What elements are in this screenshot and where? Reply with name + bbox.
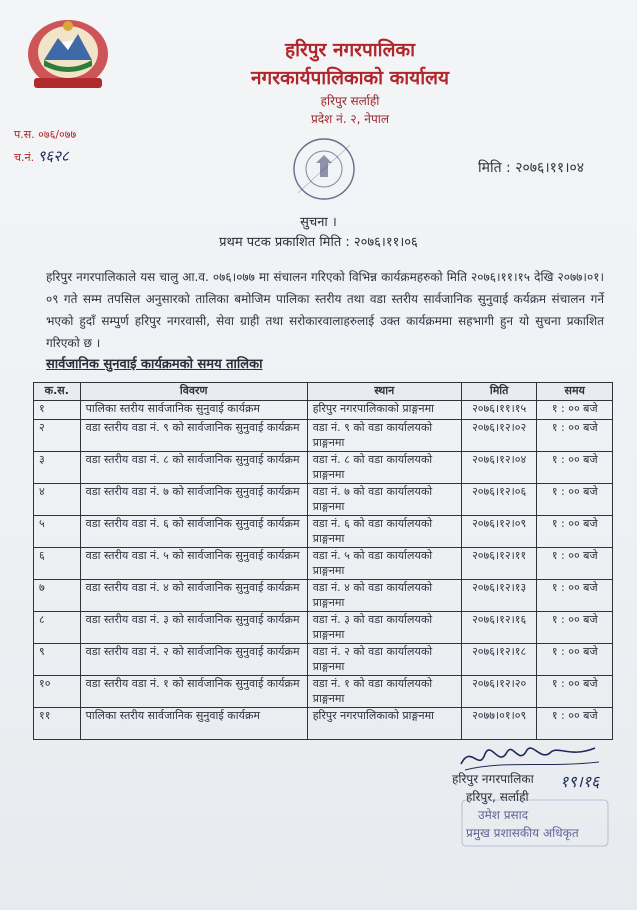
row-description: वडा स्तरीय वडा नं. २ को सार्वजानिक सुनुवाई कार्यक्रम [80, 644, 307, 676]
row-description: वडा स्तरीय वडा नं. ९ को सार्वजानिक सुनुवाई कार्यक्रम [80, 420, 307, 452]
table-row [34, 484, 613, 516]
handwritten-number: १९।१६ [560, 772, 600, 791]
row-description: वडा स्तरीय वडा नं. ५ को सार्वजानिक सुनुवाई कार्यक्रम [80, 548, 307, 580]
table-row [34, 644, 613, 676]
table-row [34, 612, 613, 644]
header-time: समय [537, 383, 613, 401]
office-name: नगरकार्यपालिकाको कार्यालय [250, 67, 450, 89]
signatory-location: हरिपुर, सर्लाही [466, 790, 529, 804]
dispatch-number: ९६२८ [37, 147, 69, 165]
officer-title-stamp: प्रमुख प्रशासकीय अधिकृत [466, 826, 579, 840]
row-description: वडा स्तरीय वडा नं. ३ को सार्वजानिक सुनुवाई कार्यक्रम [80, 612, 307, 644]
row-description: पालिका स्तरीय सार्वजानिक सुनुवाई कार्यक्रम [80, 708, 307, 740]
row-time: १ : ०० बजे [537, 580, 613, 612]
row-description: पालिका स्तरीय सार्वजानिक सुनुवाई कार्यक्रम [80, 401, 307, 420]
row-serial: ३ [34, 452, 81, 484]
row-time: १ : ०० बजे [537, 676, 613, 708]
row-time: १ : ०० बजे [537, 401, 613, 420]
row-date: २०७६।१२।१६ [461, 612, 537, 644]
issue-date: मिति : २०७६।११।०४ [478, 160, 585, 176]
header-place: स्थान [307, 383, 461, 401]
row-date: २०७६।१२।०९ [461, 516, 537, 548]
row-place: वडा नं. ६ को वडा कार्यालयको प्राङ्गनमा [307, 516, 461, 548]
row-place: हरिपुर नगरपालिकाको प्राङ्गनमा [307, 401, 461, 420]
row-description: वडा स्तरीय वडा नं. ४ को सार्वजानिक सुनुवाई कार्यक्रम [80, 580, 307, 612]
row-serial: २ [34, 420, 81, 452]
row-place: वडा नं. २ को वडा कार्यालयको प्राङ्गनमा [307, 644, 461, 676]
row-date: २०७७।०१।०९ [461, 708, 537, 740]
row-place: वडा नं. ५ को वडा कार्यालयको प्राङ्गनमा [307, 548, 461, 580]
table-row [34, 452, 613, 484]
header-date: मिति [461, 383, 537, 401]
province-line: प्रदेश नं. २, नेपाल [310, 112, 390, 126]
office-stamp-icon [278, 133, 370, 205]
row-time: १ : ०० बजे [537, 420, 613, 452]
fiscal-year-reference: प.स. ०७६/०७७ [14, 128, 77, 141]
row-date: २०७६।१२।१८ [461, 644, 537, 676]
schedule-table-title: सार्वजानिक सुनवाई कार्यक्रमको समय तालिका [46, 357, 263, 372]
row-time: १ : ०० बजे [537, 612, 613, 644]
dispatch-number-row [14, 146, 69, 166]
schedule-table [33, 382, 613, 740]
row-date: २०७६।१२।०२ [461, 420, 537, 452]
signatory-office: हरिपुर नगरपालिका [452, 772, 534, 786]
header-serial: क.स. [34, 383, 81, 401]
row-serial: ५ [34, 516, 81, 548]
row-place: वडा नं. ४ को वडा कार्यालयको प्राङ्गनमा [307, 580, 461, 612]
row-place: वडा नं. ७ को वडा कार्यालयको प्राङ्गनमा [307, 484, 461, 516]
municipality-name: हरिपुर नगरपालिका [284, 39, 415, 61]
row-time: १ : ०० बजे [537, 484, 613, 516]
row-date: २०७६।१२।०४ [461, 452, 537, 484]
row-place: वडा नं. ९ को वडा कार्यालयको प्राङ्गनमा [307, 420, 461, 452]
row-date: २०७६।१२।११ [461, 548, 537, 580]
table-row [34, 516, 613, 548]
table-row [34, 676, 613, 708]
table-header-row [34, 383, 613, 401]
row-serial: ८ [34, 612, 81, 644]
table-row [34, 401, 613, 420]
row-place: वडा नं. १ को वडा कार्यालयको प्राङ्गनमा [307, 676, 461, 708]
row-description: वडा स्तरीय वडा नं. ८ को सार्वजानिक सुनुवाई कार्यक्रम [80, 452, 307, 484]
notice-body: हरिपुर नगरपालिकाले यस चालु आ.व. ०७६।०७७ मा संचालन गरिएको विभिन्न कार्यक्रमहरुको मिति २०७६।११।१५ देखि २०७७।०१।०९ गते सम्म तपसिल अनुसारको तालिका बमोजिम पालिका स्तरीय तथा वडा स्तरीय सार्वजानिक सुनुवाई कर्यक्रम संचालन गर्ने भएको हुदाँ सम्पुर्ण हरिपुर नगरवासी, सेवा ग्राही तथा सरोकारवालाहरुलाई उक्त कार्यक्रममा सहभागी हुन यो सुचना प्रकाशित गरिएको छ । [46, 270, 604, 350]
row-serial: १० [34, 676, 81, 708]
row-date: २०७६।१२।१३ [461, 580, 537, 612]
first-published-date: प्रथम पटक प्रकाशित मिति : २०७६।११।०६ [219, 235, 418, 250]
row-serial: ६ [34, 548, 81, 580]
row-serial: ११ [34, 708, 81, 740]
row-place: वडा नं. ३ को वडा कार्यालयको प्राङ्गनमा [307, 612, 461, 644]
row-date: २०७६।१२।२० [461, 676, 537, 708]
row-time: १ : ०० बजे [537, 516, 613, 548]
row-serial: १ [34, 401, 81, 420]
row-time: १ : ०० बजे [537, 548, 613, 580]
table-row [34, 580, 613, 612]
row-place: वडा नं. ८ को वडा कार्यालयको प्राङ्गनमा [307, 452, 461, 484]
header-description: विवरण [80, 383, 307, 401]
row-time: १ : ०० बजे [537, 708, 613, 740]
office-location: हरिपुर सर्लाही [320, 94, 380, 108]
notice-title: सुचना । [300, 215, 337, 230]
row-time: १ : ०० बजे [537, 452, 613, 484]
row-date: २०७६।११।१५ [461, 401, 537, 420]
row-serial: ७ [34, 580, 81, 612]
row-description: वडा स्तरीय वडा नं. ६ को सार्वजानिक सुनुवाई कार्यक्रम [80, 516, 307, 548]
row-place: हरिपुर नगरपालिकाको प्राङ्गनमा [307, 708, 461, 740]
government-emblem-icon [22, 12, 114, 94]
row-description: वडा स्तरीय वडा नं. १ को सार्वजानिक सुनुवाई कार्यक्रम [80, 676, 307, 708]
table-row [34, 548, 613, 580]
row-description: वडा स्तरीय वडा नं. ७ को सार्वजानिक सुनुवाई कार्यक्रम [80, 484, 307, 516]
row-time: १ : ०० बजे [537, 644, 613, 676]
table-row [34, 420, 613, 452]
officer-name-stamp: उमेश प्रसाद [478, 808, 529, 822]
dispatch-label: च.नं. [14, 151, 35, 164]
row-date: २०७६।१२।०६ [461, 484, 537, 516]
table-row [34, 708, 613, 740]
row-serial: ४ [34, 484, 81, 516]
row-serial: ९ [34, 644, 81, 676]
